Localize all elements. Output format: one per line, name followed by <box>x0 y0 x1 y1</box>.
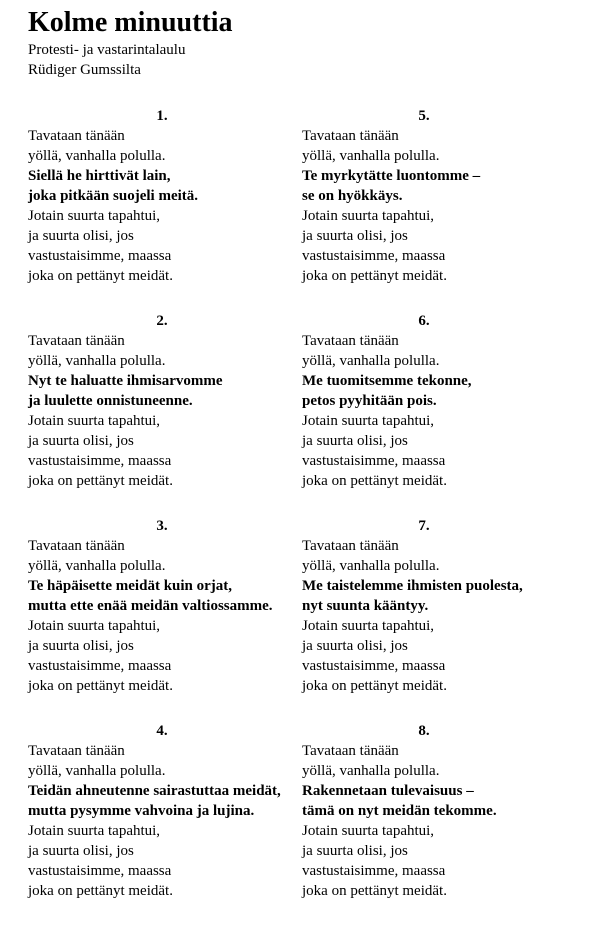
refrain-line: vastustaisimme, maassa <box>302 453 446 469</box>
refrain-line: Tavataan tänään <box>302 743 399 759</box>
refrain-line: vastustaisimme, maassa <box>302 863 446 879</box>
verse-bold-line: mutta ette enää meidän valtiossamme. <box>28 598 273 614</box>
refrain-line: yöllä, vanhalla polulla. <box>28 353 166 369</box>
verse-bold-line: se on hyökkäys. <box>302 188 403 204</box>
verse-number: 1. <box>156 108 168 124</box>
refrain-line: yöllä, vanhalla polulla. <box>28 148 166 164</box>
verse-bold-line: tämä on nyt meidän tekomme. <box>302 803 497 819</box>
refrain-line: yöllä, vanhalla polulla. <box>302 148 440 164</box>
verse-bold-line: ja luulette onnistuneenne. <box>28 393 193 409</box>
verse-number: 7. <box>418 518 430 534</box>
verse-bold-line: Rakennetaan tulevaisuus – <box>302 783 474 799</box>
verse-bold-line: Te myrkytätte luontomme – <box>302 168 481 184</box>
refrain-line: joka on pettänyt meidät. <box>28 883 173 899</box>
verse-2 <box>28 311 300 514</box>
refrain-line: ja suurta olisi, jos <box>302 843 408 859</box>
song-subtitle: Protesti- ja vastarintalaulu <box>28 42 186 58</box>
verse-8 <box>302 721 592 924</box>
verse-bold-line: mutta pysymme vahvoina ja lujina. <box>28 803 255 819</box>
refrain-line: joka on pettänyt meidät. <box>28 678 173 694</box>
verse-bold-line: nyt suunta kääntyy. <box>302 598 429 614</box>
verse-bold-line: Nyt te haluatte ihmisarvomme <box>28 373 223 389</box>
refrain-line: yöllä, vanhalla polulla. <box>302 763 440 779</box>
refrain-line: Tavataan tänään <box>302 333 399 349</box>
refrain-line: Jotain suurta tapahtui, <box>28 618 161 634</box>
refrain-line: Jotain suurta tapahtui, <box>28 208 161 224</box>
refrain-line: vastustaisimme, maassa <box>28 863 172 879</box>
refrain-line: Tavataan tänään <box>28 128 125 144</box>
refrain-line: joka on pettänyt meidät. <box>302 678 447 694</box>
refrain-line: vastustaisimme, maassa <box>28 453 172 469</box>
refrain-line: Tavataan tänään <box>28 333 125 349</box>
refrain-line: ja suurta olisi, jos <box>28 638 134 654</box>
refrain-line: Tavataan tänään <box>302 128 399 144</box>
verse-5 <box>302 106 592 309</box>
refrain-line: yöllä, vanhalla polulla. <box>28 558 166 574</box>
verse-3 <box>28 516 300 719</box>
verse-number: 4. <box>156 723 168 739</box>
refrain-line: ja suurta olisi, jos <box>302 228 408 244</box>
refrain-line: Jotain suurta tapahtui, <box>302 618 435 634</box>
refrain-line: Jotain suurta tapahtui, <box>302 208 435 224</box>
refrain-line: vastustaisimme, maassa <box>302 248 446 264</box>
refrain-line: joka on pettänyt meidät. <box>302 268 447 284</box>
refrain-line: ja suurta olisi, jos <box>302 433 408 449</box>
verse-bold-line: Me tuomitsemme tekonne, <box>302 373 472 389</box>
refrain-line: Tavataan tänään <box>28 538 125 554</box>
verse-bold-line: joka pitkään suojeli meitä. <box>28 188 199 204</box>
refrain-line: ja suurta olisi, jos <box>28 843 134 859</box>
refrain-line: ja suurta olisi, jos <box>28 433 134 449</box>
refrain-line: joka on pettänyt meidät. <box>28 268 173 284</box>
refrain-line: Jotain suurta tapahtui, <box>302 413 435 429</box>
verse-number: 2. <box>156 313 168 329</box>
refrain-line: Jotain suurta tapahtui, <box>28 413 161 429</box>
verses-column-right <box>302 104 592 924</box>
refrain-line: joka on pettänyt meidät. <box>28 473 173 489</box>
refrain-line: Tavataan tänään <box>28 743 125 759</box>
refrain-line: yöllä, vanhalla polulla. <box>302 558 440 574</box>
refrain-line: Jotain suurta tapahtui, <box>302 823 435 839</box>
refrain-line: ja suurta olisi, jos <box>28 228 134 244</box>
refrain-line: yöllä, vanhalla polulla. <box>302 353 440 369</box>
verse-bold-line: petos pyyhitään pois. <box>302 393 437 409</box>
verse-number: 6. <box>418 313 430 329</box>
verse-bold-line: Teidän ahneutenne sairastuttaa meidät, <box>28 783 281 799</box>
verse-4 <box>28 721 300 924</box>
refrain-line: joka on pettänyt meidät. <box>302 883 447 899</box>
refrain-line: yöllä, vanhalla polulla. <box>28 763 166 779</box>
refrain-line: Tavataan tänään <box>302 538 399 554</box>
verse-number: 3. <box>156 518 168 534</box>
refrain-line: ja suurta olisi, jos <box>302 638 408 654</box>
verse-bold-line: Te häpäisette meidät kuin orjat, <box>28 578 233 594</box>
refrain-line: Jotain suurta tapahtui, <box>28 823 161 839</box>
song-author: Rüdiger Gumssilta <box>28 62 141 78</box>
verse-6 <box>302 311 592 514</box>
refrain-line: vastustaisimme, maassa <box>28 658 172 674</box>
verse-7 <box>302 516 592 719</box>
refrain-line: vastustaisimme, maassa <box>302 658 446 674</box>
verse-bold-line: Me taistelemme ihmisten puolesta, <box>302 578 523 594</box>
verses-column-left <box>28 104 300 924</box>
refrain-line: vastustaisimme, maassa <box>28 248 172 264</box>
song-title: Kolme minuuttia <box>28 7 233 38</box>
refrain-line: joka on pettänyt meidät. <box>302 473 447 489</box>
verse-number: 8. <box>418 723 430 739</box>
verse-1 <box>28 106 300 309</box>
verse-number: 5. <box>418 108 430 124</box>
verse-bold-line: Siellä he hirttivät lain, <box>28 168 171 184</box>
